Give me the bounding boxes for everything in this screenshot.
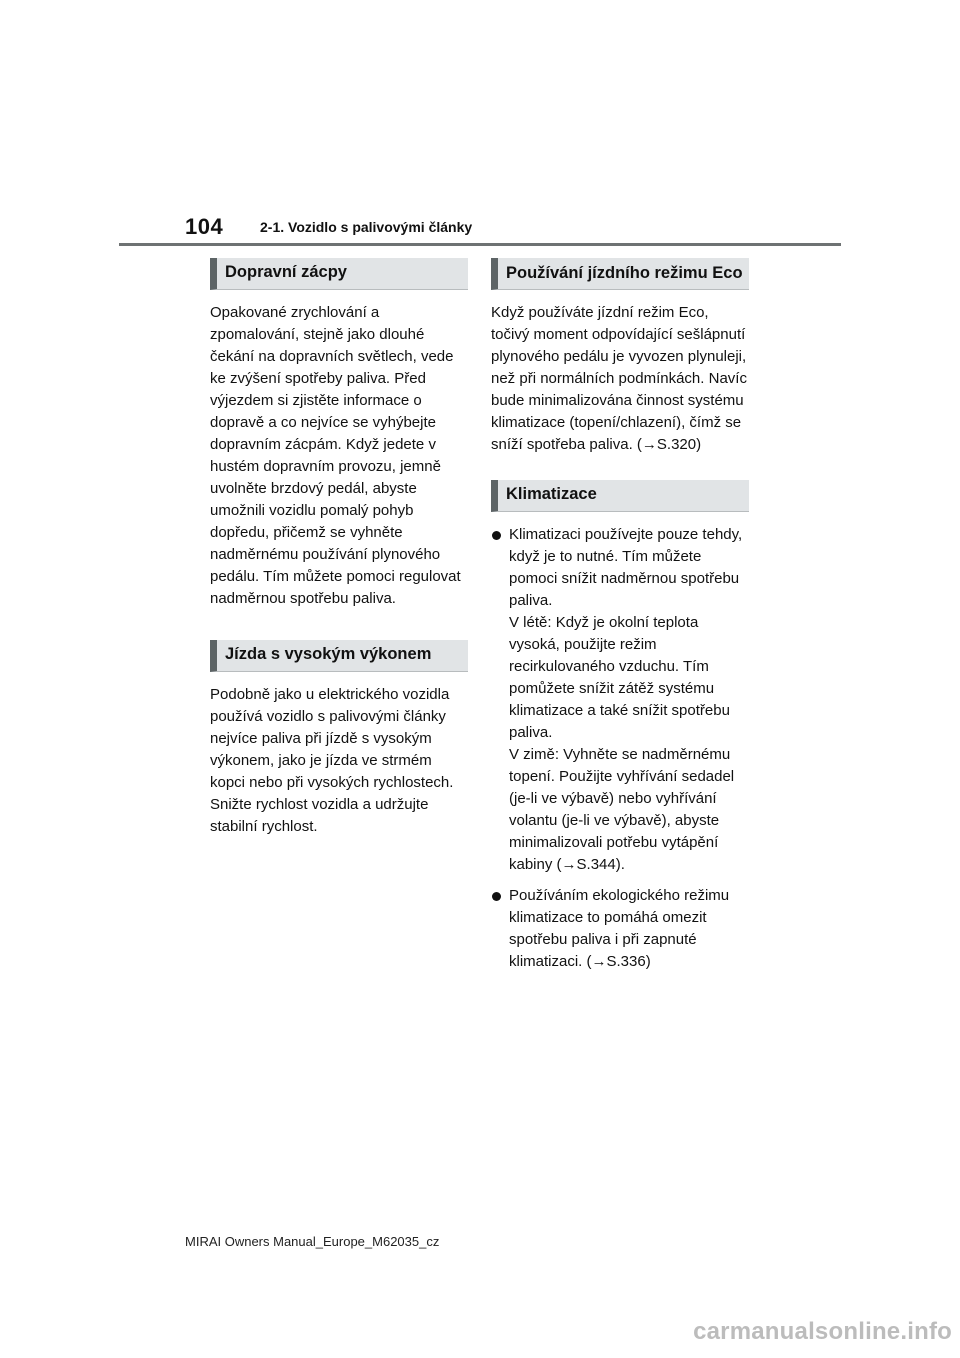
- bullet-text: Používáním ekologického režimu klimatizace to pomáhá omezit spotřebu paliva i při zapnuté klimatizaci. (→S.336): [509, 887, 730, 970]
- section-text-eco-mode: Když používáte jízdní režim Eco, točivý moment odpovídající sešlápnutí plynového pedálu je vyvozen plynuleji, než při normálních podmínkách. Navíc bude minimalizována činnost systému klimatizace (topení/chlazení), čímž se sníží spotřeba paliva. (→S.320): [491, 304, 747, 453]
- section-text-high-power-driving: Podobně jako u elektrického vozidla používá vozidlo s palivovými články nejvíce paliva při jízdě s vysokým výkonem, jako je jízda ve strmém kopci nebo při vysokých rychlostech. Snižte rychlost vozidla a udržujte stabilní rychlost.: [210, 686, 454, 835]
- bullet-dot-icon: [492, 531, 501, 540]
- chapter-title: 2-1. Vozidlo s palivovými články: [260, 219, 473, 235]
- footer-document-id: MIRAI Owners Manual_Europe_M62035_cz: [185, 1234, 440, 1249]
- list-item: [491, 885, 749, 973]
- page-number: 104: [185, 214, 224, 239]
- section-heading-high-power-driving: Jízda s vysokým výkonem: [210, 640, 468, 672]
- section-text-traffic-jams: Opakované zrychlování a zpomalování, stejně jako dlouhé čekání na dopravních světlech, vede ke zvýšení spotřeby paliva. Před výjezdem si zjistěte informace o dopravě a co nejvíce se vyhýbejte dopravním zácpám. Když jedete v hustém dopravním provozu, jemně uvolněte brzdový pedál, abyste umožnili vozidlu pomalý pohyb dopředu, přičemž se vyhněte nadměrnému používání plynového pedálu. Tím můžete pomoci regulovat nadměrnou spotřebu paliva.: [210, 304, 461, 607]
- list-item: [491, 524, 749, 876]
- section-heading-eco-mode: Používání jízdního režimu Eco: [491, 258, 749, 290]
- section-heading-traffic-jams: Dopravní zácpy: [210, 258, 468, 290]
- watermark: carmanualsonline.info: [693, 1318, 952, 1345]
- left-column: [210, 258, 468, 868]
- bullet-text: Klimatizaci používejte pouze tehdy, když je to nutné. Tím můžete pomoci snížit nadměrnou spotřebu paliva. V létě: Když je okolní teplota vysoká, použijte režim recirkulovaného vzduchu. Tím pomůžete snížit zátěž systému klimatizace a také snížit spotřebu paliva. V zimě: Vyhněte se nadměrnému topení. Použijte vyhřívání sedadel (je-li ve výbavě) nebo vyhřívání volantu (je-li ve výbavě), abyste minimalizovali potřebu vytápění kabiny (→S.344).: [509, 526, 743, 873]
- right-column: [491, 258, 749, 982]
- air-conditioning-bullet-list: [491, 524, 749, 973]
- section-heading-air-conditioning: Klimatizace: [491, 480, 749, 512]
- header-divider: [119, 243, 841, 246]
- bullet-dot-icon: [492, 892, 501, 901]
